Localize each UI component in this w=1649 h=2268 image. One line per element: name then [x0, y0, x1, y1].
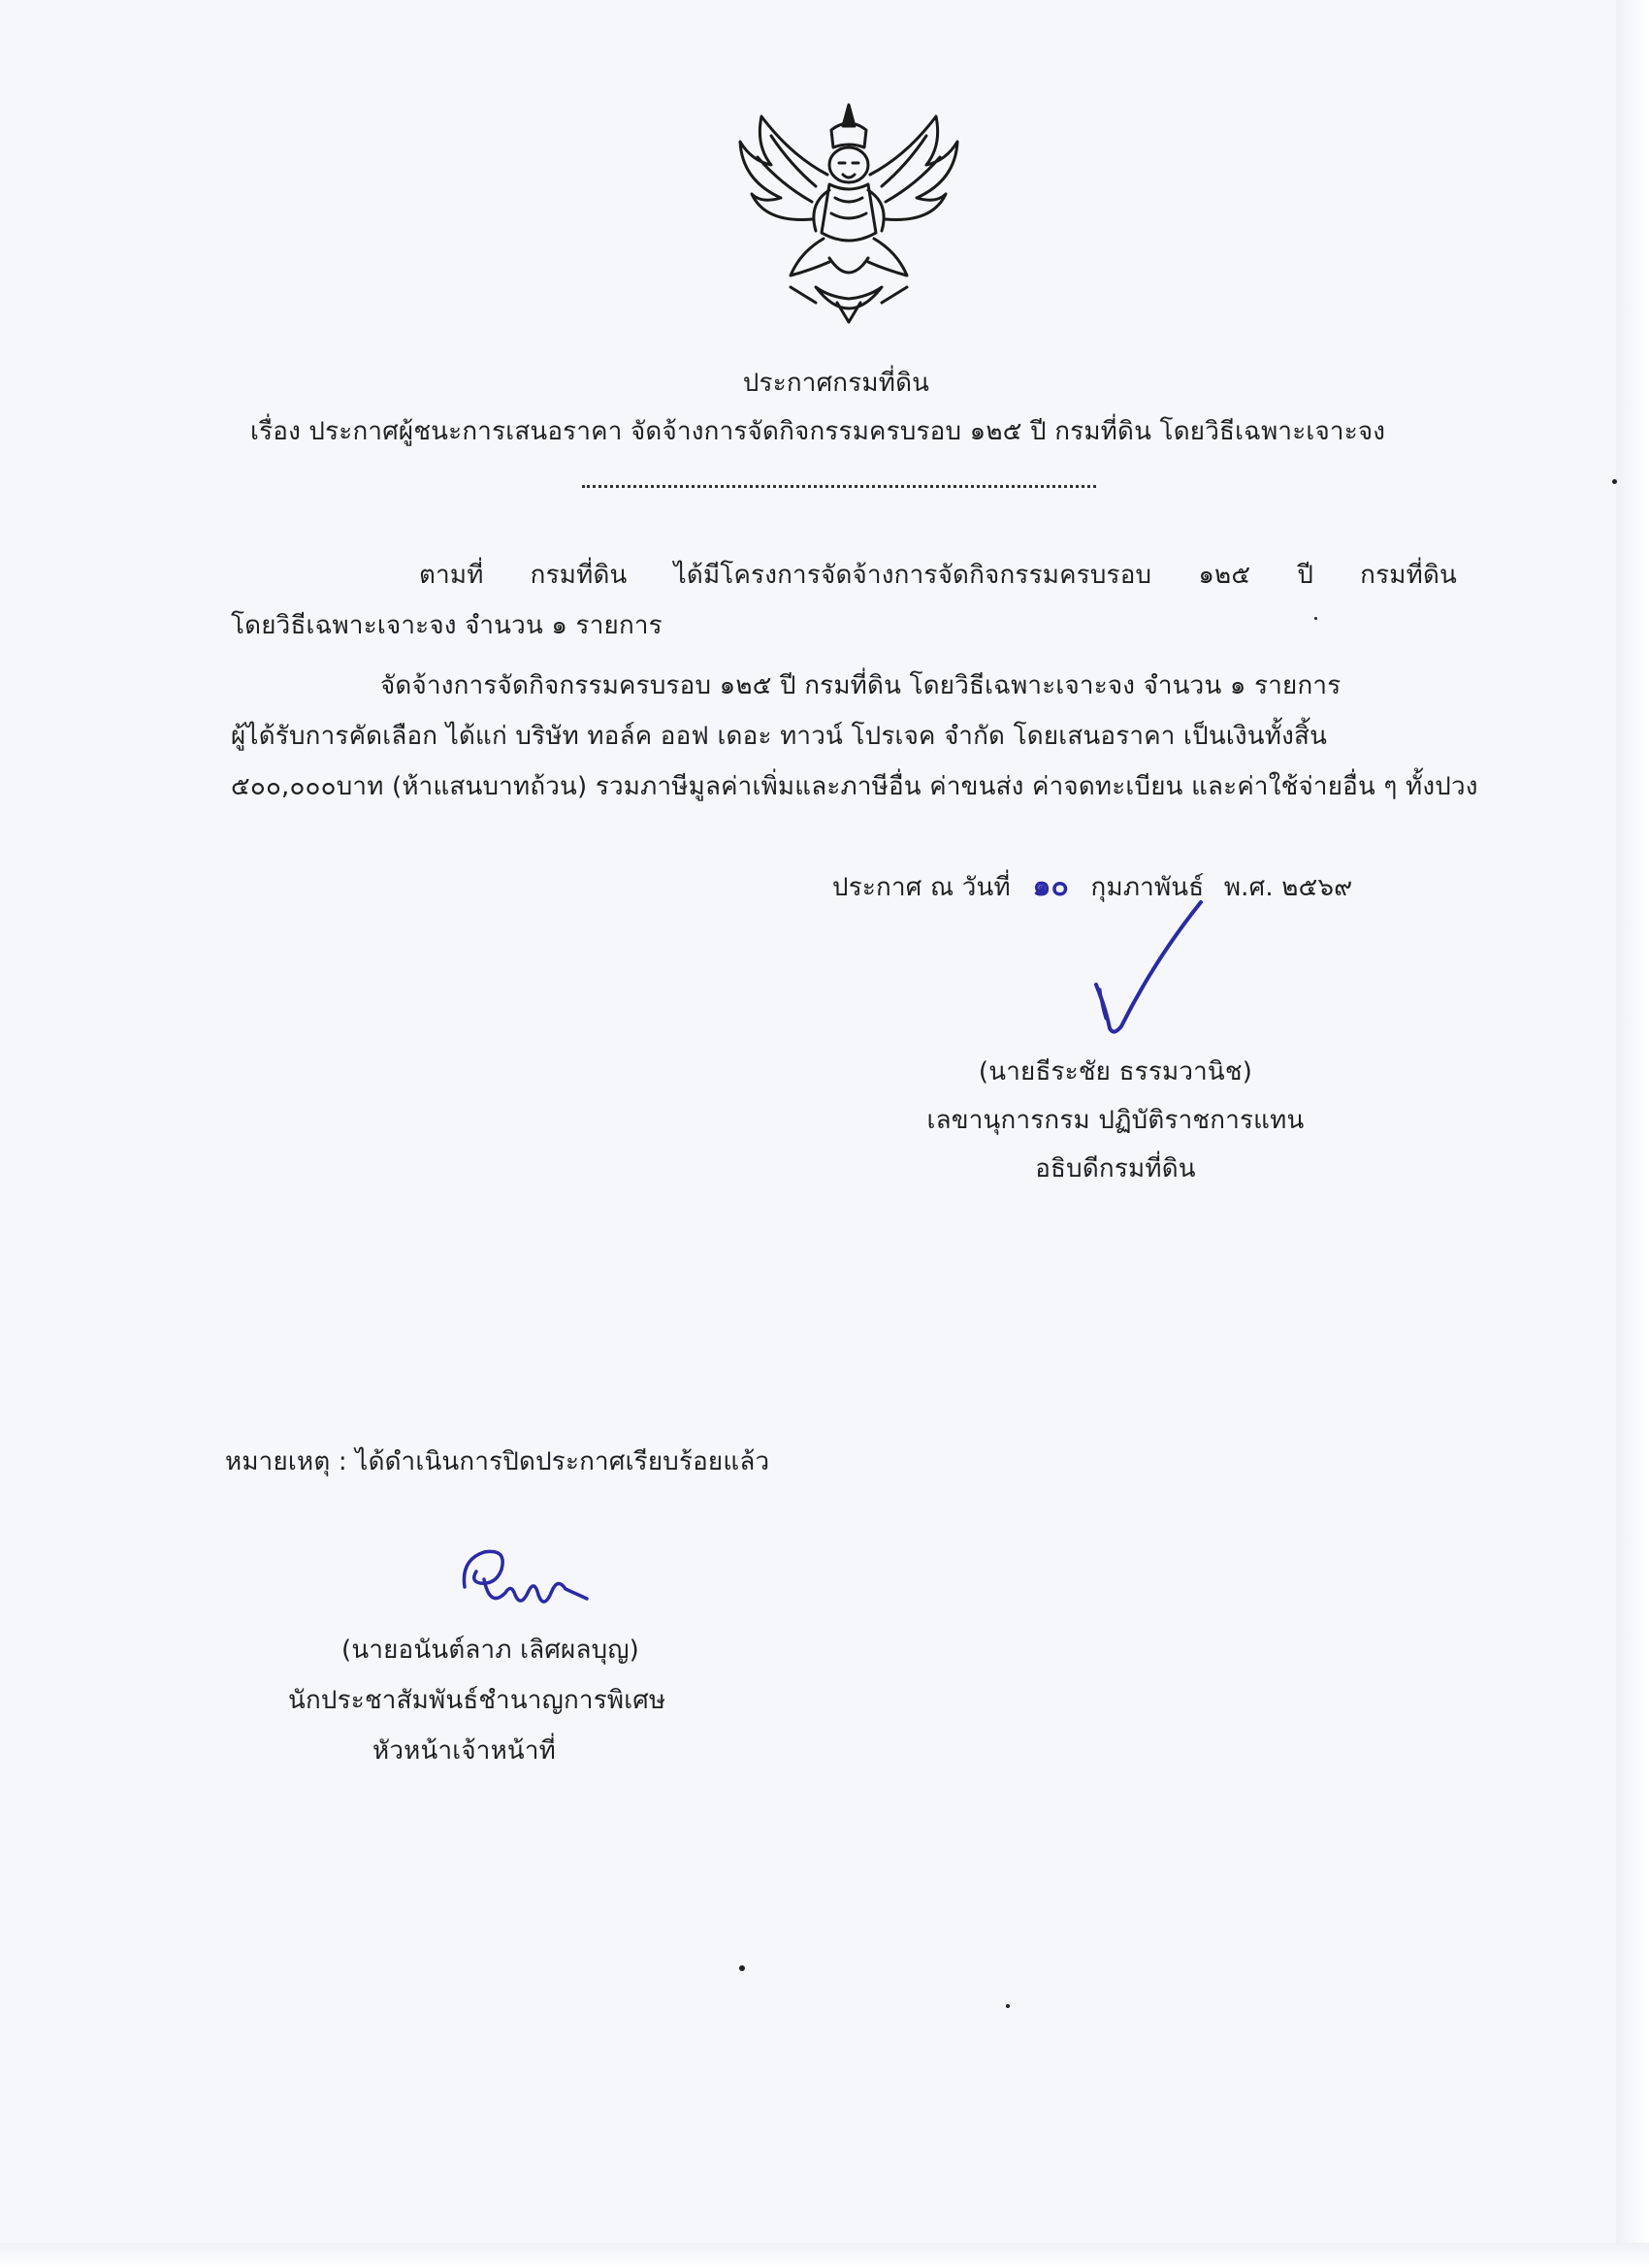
- scan-speck: [1612, 479, 1617, 484]
- signatory-name: (นายธีระชัย ธรรมวานิช): [978, 1057, 1253, 1086]
- officer-signature-icon: [451, 1540, 597, 1628]
- scan-speck: [1314, 617, 1317, 620]
- paragraph-1-line-2: โดยวิธีเฉพาะเจาะจง จำนวน ๑ รายการ: [231, 611, 663, 640]
- date-year: พ.ศ. ๒๕๖๙: [1223, 873, 1353, 902]
- officer-position: นักประชาสัมพันธ์ชำนาญการพิเศษ: [288, 1686, 666, 1715]
- remark-note: หมายเหตุ : ได้ดำเนินการปิดประกาศเรียบร้อยแล้ว: [225, 1447, 770, 1476]
- paragraph-2-line-1: จัดจ้างการจัดกิจกรรมครบรอบ ๑๒๕ ปี กรมที่ดิน โดยวิธีเฉพาะเจาะจง จำนวน ๑ รายการ: [380, 671, 1342, 700]
- dotted-separator: [582, 485, 1096, 488]
- paper-edge: [1616, 0, 1649, 2268]
- date-month: กุมภาพันธ์: [1090, 873, 1205, 902]
- subject-line: เรื่อง ประกาศผู้ชนะการเสนอราคา จัดจ้างการจัดกิจกรรมครบรอบ ๑๒๕ ปี กรมที่ดิน โดยวิธีเฉพาะเจาะจง: [250, 417, 1386, 446]
- scan-speck: [1006, 2004, 1010, 2008]
- signatory-position: เลขานุการกรม ปฏิบัติราชการแทน: [926, 1106, 1305, 1135]
- issuer-title: ประกาศกรมที่ดิน: [742, 369, 930, 398]
- date-day: ๑๐: [1032, 869, 1070, 903]
- garuda-emblem-icon: [723, 97, 975, 330]
- officer-role: หัวหน้าเจ้าหน้าที่: [372, 1736, 557, 1766]
- date-prefix: ประกาศ ณ วันที่: [832, 873, 1011, 902]
- signatory-on-behalf: อธิบดีกรมที่ดิน: [1035, 1154, 1196, 1183]
- paragraph-2-line-2: ผู้ได้รับการคัดเลือก ได้แก่ บริษัท ทอล์ค ออฟ เดอะ ทาวน์ โปรเจค จำกัด โดยเสนอราคา เป็นเงินทั้งสิ้น: [231, 722, 1328, 751]
- director-signature-icon: [1077, 892, 1222, 1048]
- paragraph-2-line-3: ๕๐๐,๐๐๐บาท (ห้าแสนบาทถ้วน) รวมภาษีมูลค่าเพิ่มและภาษีอื่น ค่าขนส่ง ค่าจดทะเบียน และค่าใช้จ่ายอื่น ๆ ทั้งปวง: [231, 772, 1478, 801]
- paper-edge-bottom: [0, 2243, 1649, 2268]
- scan-speck: [739, 1965, 745, 1971]
- paragraph-1-line-1: ตามที่ กรมที่ดิน ได้มีโครงการจัดจ้างการจัดกิจกรรมครบรอบ ๑๒๕ ปี กรมที่ดิน: [419, 561, 1457, 590]
- officer-name: (นายอนันต์ลาภ เลิศผลบุญ): [341, 1636, 640, 1665]
